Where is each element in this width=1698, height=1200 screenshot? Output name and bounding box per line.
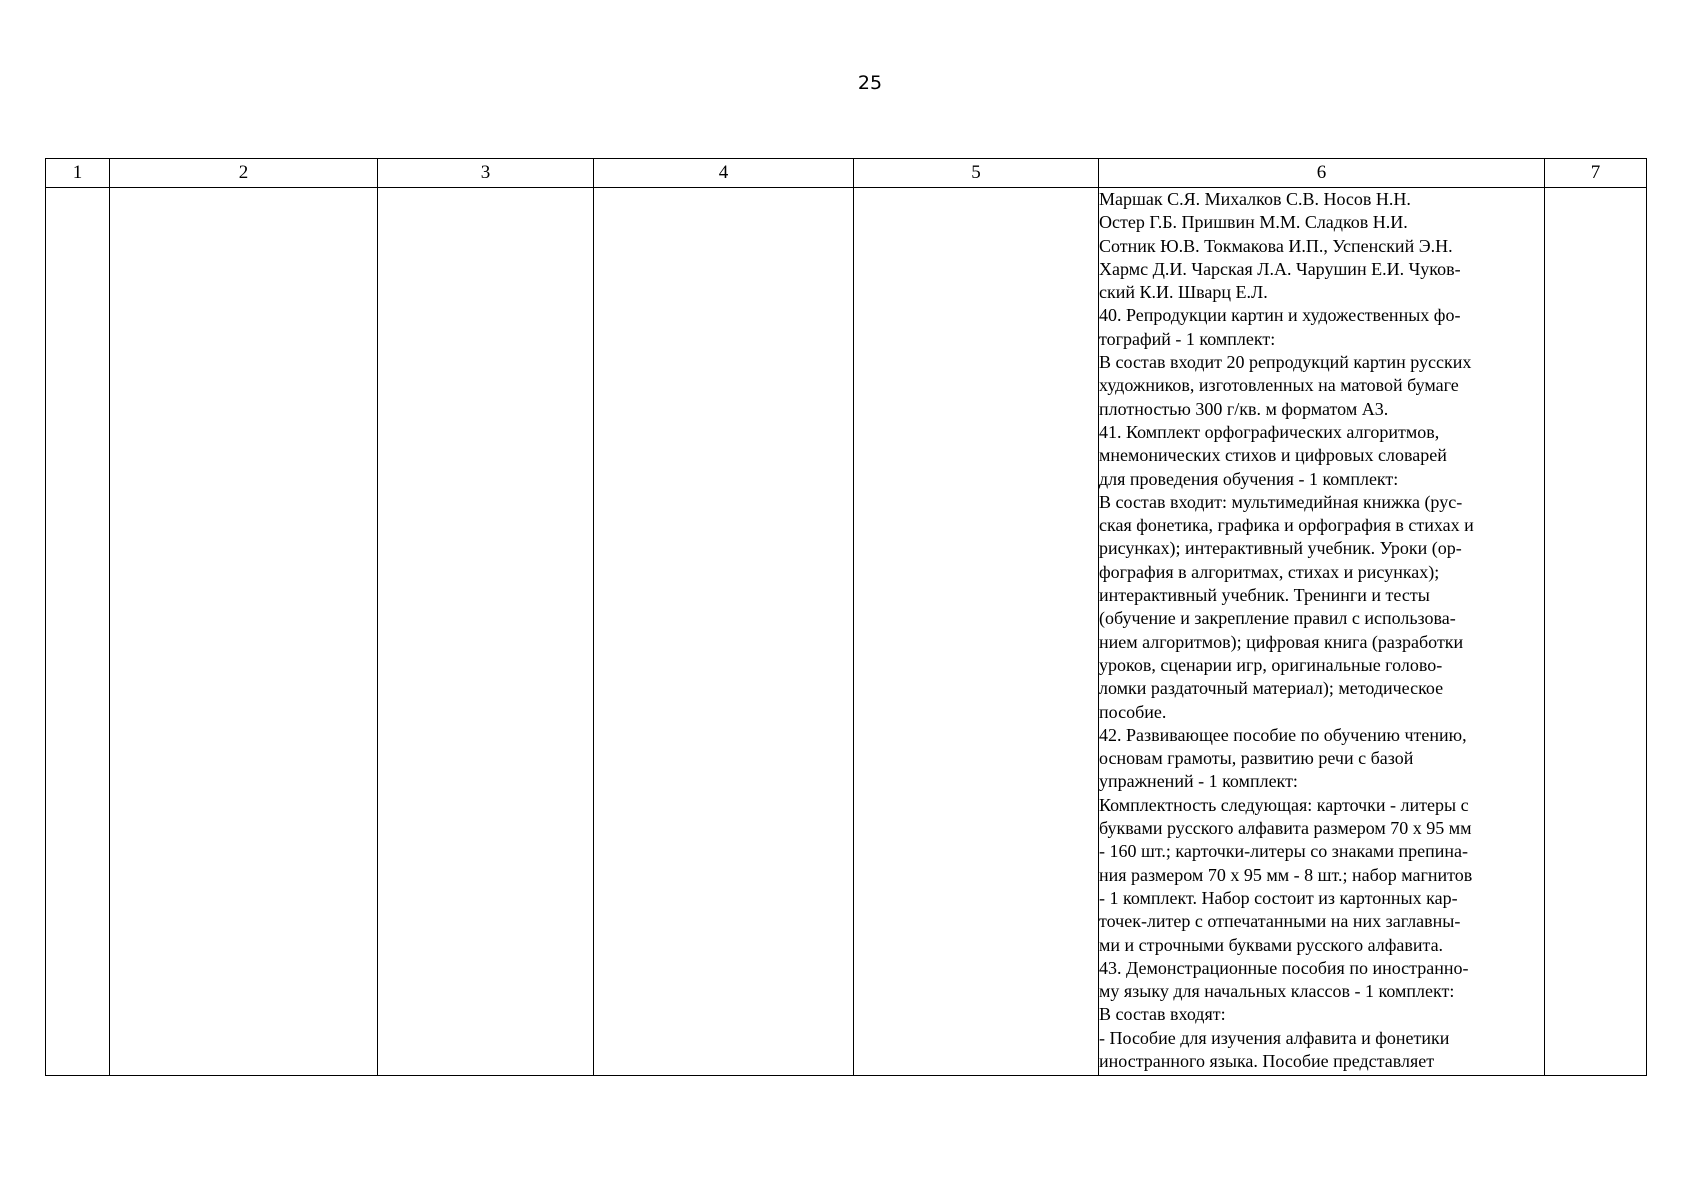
text-line: рисунках); интерактивный учебник. Уроки (ор- bbox=[1099, 538, 1462, 559]
column-header-4: 4 bbox=[594, 159, 854, 188]
cell-col-1 bbox=[46, 188, 110, 1076]
cell-col-4 bbox=[594, 188, 854, 1076]
text-line: 41. Комплект орфографических алгоритмов, bbox=[1099, 421, 1440, 442]
cell-col-5 bbox=[854, 188, 1099, 1076]
text-line: для проведения обучения - 1 комплект: bbox=[1099, 468, 1399, 489]
text-line: мнемонических стихов и цифровых словарей bbox=[1099, 445, 1447, 466]
text-line: буквами русского алфавита размером 70 х 95 мм bbox=[1099, 818, 1472, 839]
column-header-6: 6 bbox=[1099, 159, 1545, 188]
column-header-3: 3 bbox=[378, 159, 594, 188]
text-line: В состав входят: bbox=[1099, 1004, 1226, 1025]
text-line: 42. Развивающее пособие по обучению чтению, bbox=[1099, 724, 1467, 745]
text-line: точек-литер с отпечатанными на них заглавны- bbox=[1099, 911, 1461, 932]
column-header-2: 2 bbox=[110, 159, 378, 188]
equipment-table bbox=[45, 158, 1647, 1076]
text-line: ломки раздаточный материал); методическое bbox=[1099, 678, 1444, 699]
text-line: 40. Репродукции картин и художественных фо- bbox=[1099, 305, 1461, 326]
column-header-7: 7 bbox=[1545, 159, 1647, 188]
text-line: ская фонетика, графика и орфография в стихах и bbox=[1099, 515, 1474, 536]
text-line: фография в алгоритмах, стихах и рисунках); bbox=[1099, 561, 1440, 582]
text-line: В состав входит 20 репродукций картин русских bbox=[1099, 352, 1472, 373]
text-line: основам грамоты, развитию речи с базой bbox=[1099, 748, 1414, 769]
text-line: ский К.И. Шварц Е.Л. bbox=[1099, 282, 1268, 303]
cell-col-7 bbox=[1545, 188, 1647, 1076]
text-line: уроков, сценарии игр, оригинальные голово- bbox=[1099, 654, 1443, 675]
text-line: пособие. bbox=[1099, 701, 1167, 722]
cell-col-3 bbox=[378, 188, 594, 1076]
header-row bbox=[46, 159, 1647, 188]
page-number: 25 bbox=[857, 72, 883, 94]
text-line: упражнений - 1 комплект: bbox=[1099, 771, 1298, 792]
text-line: плотностью 300 г/кв. м форматом А3. bbox=[1099, 398, 1389, 419]
text-line: интерактивный учебник. Тренинги и тесты bbox=[1099, 585, 1430, 606]
text-line: Сотник Ю.В. Токмакова И.П., Успенский Э.Н. bbox=[1099, 235, 1453, 256]
column-header-1: 1 bbox=[46, 159, 110, 188]
text-line: му языку для начальных классов - 1 комплект: bbox=[1099, 981, 1455, 1002]
table-row bbox=[46, 188, 1647, 1076]
cell-col-2 bbox=[110, 188, 378, 1076]
text-line: - 160 шт.; карточки-литеры со знаками препина- bbox=[1099, 841, 1468, 862]
cell-col-6-description bbox=[1099, 188, 1545, 1076]
text-line: ми и строчными буквами русского алфавита. bbox=[1099, 934, 1444, 955]
text-line: Остер Г.Б. Пришвин М.М. Сладков Н.И. bbox=[1099, 212, 1408, 233]
text-line: художников, изготовленных на матовой бумаге bbox=[1099, 375, 1459, 396]
text-line: Комплектность следующая: карточки - литеры с bbox=[1099, 794, 1469, 815]
text-line: - 1 комплект. Набор состоит из картонных кар- bbox=[1099, 887, 1458, 908]
text-line: 43. Демонстрационные пособия по иностранно- bbox=[1099, 957, 1469, 978]
text-line: Хармс Д.И. Чарская Л.А. Чарушин Е.И. Чуков- bbox=[1099, 258, 1461, 279]
text-line: (обучение и закрепление правил с использова- bbox=[1099, 608, 1456, 629]
text-line: иностранного языка. Пособие представляет bbox=[1099, 1050, 1435, 1071]
text-line: тографий - 1 комплект: bbox=[1099, 328, 1276, 349]
text-line: - Пособие для изучения алфавита и фонетики bbox=[1099, 1027, 1450, 1048]
text-line: нием алгоритмов); цифровая книга (разработки bbox=[1099, 631, 1464, 652]
text-line: В состав входит: мультимедийная книжка (рус- bbox=[1099, 491, 1463, 512]
text-line: ния размером 70 х 95 мм - 8 шт.; набор магнитов bbox=[1099, 864, 1473, 885]
text-line: Маршак С.Я. Михалков С.В. Носов Н.Н. bbox=[1099, 189, 1411, 209]
column-header-5: 5 bbox=[854, 159, 1099, 188]
